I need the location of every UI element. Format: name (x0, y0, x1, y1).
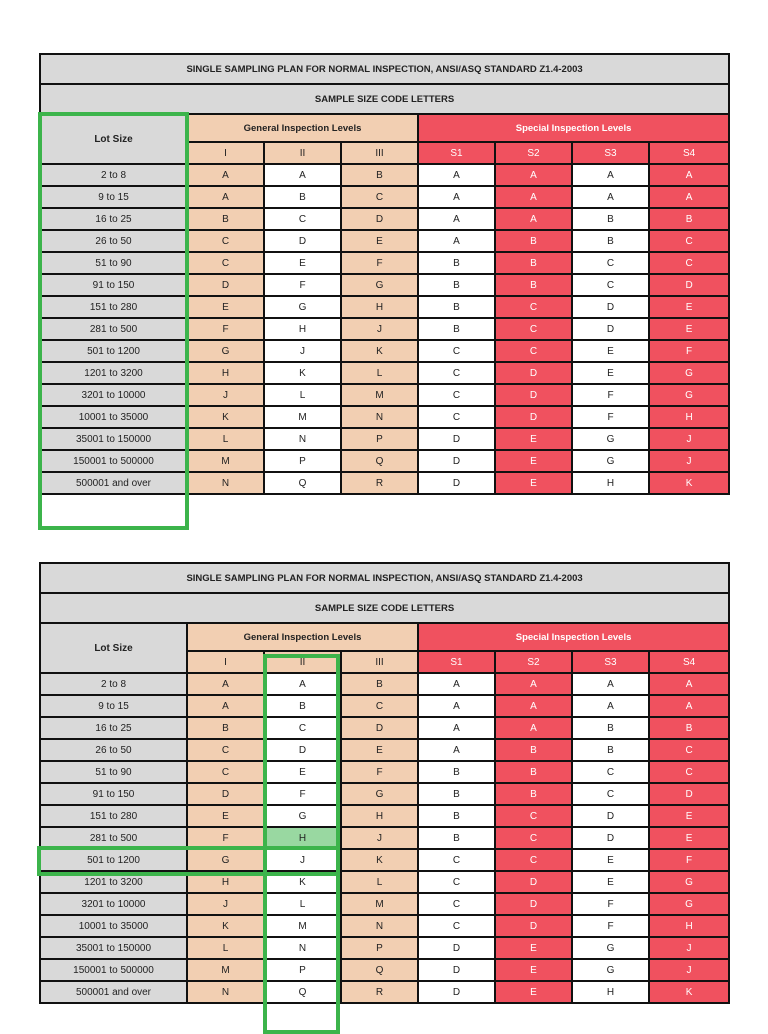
table-row (40, 915, 729, 937)
code-letter-cell: K (649, 472, 729, 494)
code-letter-cell: F (264, 783, 341, 805)
code-letter-cell: E (649, 805, 729, 827)
code-letter-cell: N (341, 406, 418, 428)
code-letter-cell: G (572, 937, 649, 959)
table-row (40, 805, 729, 827)
table-row (40, 871, 729, 893)
code-letter-cell: G (649, 871, 729, 893)
code-letter-cell: B (495, 252, 572, 274)
code-letter-cell: R (341, 981, 418, 1003)
code-letter-cell: M (341, 384, 418, 406)
table-row (40, 981, 729, 1003)
code-letter-cell: L (264, 384, 341, 406)
code-letter-cell: C (572, 761, 649, 783)
code-letter-cell: K (264, 871, 341, 893)
lot-size-cell: 91 to 150 (40, 274, 187, 296)
lot-size-cell: 26 to 50 (40, 739, 187, 761)
table-row (40, 340, 729, 362)
code-letter-cell: F (187, 318, 264, 340)
code-letter-cell: H (341, 805, 418, 827)
code-letter-cell: K (341, 849, 418, 871)
code-letter-cell: P (264, 450, 341, 472)
level-header: S3 (572, 651, 649, 673)
code-letter-cell: B (495, 739, 572, 761)
code-letter-cell: E (649, 827, 729, 849)
code-letter-cell: J (264, 849, 341, 871)
code-letter-cell: E (495, 428, 572, 450)
code-letter-cell: E (341, 230, 418, 252)
lot-size-cell: 10001 to 35000 (40, 915, 187, 937)
code-letter-cell: J (341, 827, 418, 849)
code-letter-cell: G (264, 805, 341, 827)
code-letter-cell: A (418, 717, 495, 739)
code-letter-cell: B (418, 827, 495, 849)
code-letter-cell: F (649, 340, 729, 362)
code-letter-cell: B (341, 164, 418, 186)
lot-size-header: Lot Size (40, 623, 187, 673)
code-letter-cell: G (572, 450, 649, 472)
code-letter-cell: G (341, 783, 418, 805)
code-letter-cell: A (187, 673, 264, 695)
code-letter-cell: E (572, 362, 649, 384)
code-letter-cell: B (418, 783, 495, 805)
code-letter-cell: D (418, 981, 495, 1003)
code-letter-cell: D (418, 450, 495, 472)
code-letter-cell: B (418, 296, 495, 318)
code-letter-cell: G (572, 428, 649, 450)
table-row (40, 673, 729, 695)
code-letter-cell: E (341, 739, 418, 761)
code-letter-cell: B (495, 783, 572, 805)
lot-size-cell: 151 to 280 (40, 805, 187, 827)
code-letter-cell: C (495, 340, 572, 362)
code-letter-cell: H (264, 827, 341, 849)
lot-size-cell: 51 to 90 (40, 761, 187, 783)
code-letter-cell: K (649, 981, 729, 1003)
code-letter-cell: G (341, 274, 418, 296)
code-letter-cell: B (187, 717, 264, 739)
code-letter-cell: B (418, 805, 495, 827)
code-letter-cell: B (649, 208, 729, 230)
code-letter-cell: C (649, 252, 729, 274)
table-row (40, 959, 729, 981)
code-letter-cell: F (572, 384, 649, 406)
code-letter-cell: A (572, 164, 649, 186)
code-letter-cell: A (418, 695, 495, 717)
code-letter-cell: B (572, 230, 649, 252)
code-letter-cell: A (418, 673, 495, 695)
table-row (40, 695, 729, 717)
code-letter-cell: E (649, 318, 729, 340)
code-letter-cell: A (418, 230, 495, 252)
code-letter-cell: M (341, 893, 418, 915)
code-letter-cell: A (495, 695, 572, 717)
code-letter-cell: D (495, 915, 572, 937)
code-letter-cell: E (495, 959, 572, 981)
code-letter-cell: P (341, 428, 418, 450)
code-letter-cell: G (649, 384, 729, 406)
code-letter-cell: A (418, 186, 495, 208)
code-letter-cell: D (418, 937, 495, 959)
general-levels-header: General Inspection Levels (187, 114, 418, 142)
code-letter-cell: A (187, 164, 264, 186)
sample-size-code-table (39, 562, 730, 1004)
code-letter-cell: D (264, 739, 341, 761)
code-letter-cell: M (264, 406, 341, 428)
lot-size-cell: 501 to 1200 (40, 849, 187, 871)
code-letter-cell: C (649, 739, 729, 761)
code-letter-cell: H (264, 318, 341, 340)
code-letter-cell: C (187, 252, 264, 274)
code-letter-cell: J (187, 893, 264, 915)
lot-size-cell: 35001 to 150000 (40, 428, 187, 450)
lot-size-cell: 150001 to 500000 (40, 959, 187, 981)
lot-size-header: Lot Size (40, 114, 187, 164)
code-letter-cell: E (495, 450, 572, 472)
lot-size-cell: 151 to 280 (40, 296, 187, 318)
code-letter-cell: D (572, 296, 649, 318)
code-letter-cell: N (187, 472, 264, 494)
code-letter-cell: C (264, 208, 341, 230)
code-letter-cell: B (264, 186, 341, 208)
lot-size-cell: 3201 to 10000 (40, 893, 187, 915)
code-letter-cell: C (187, 761, 264, 783)
table-row (40, 186, 729, 208)
code-letter-cell: K (187, 406, 264, 428)
code-letter-cell: D (649, 274, 729, 296)
code-letter-cell: Q (264, 472, 341, 494)
table-row (40, 893, 729, 915)
code-letter-cell: G (649, 362, 729, 384)
code-letter-cell: C (495, 849, 572, 871)
level-header: II (264, 142, 341, 164)
code-letter-cell: G (572, 959, 649, 981)
lot-size-cell: 2 to 8 (40, 164, 187, 186)
code-letter-cell: F (572, 893, 649, 915)
code-letter-cell: B (649, 717, 729, 739)
code-letter-cell: C (649, 230, 729, 252)
code-letter-cell: C (572, 274, 649, 296)
code-letter-cell: C (418, 362, 495, 384)
code-letter-cell: D (495, 893, 572, 915)
table-row (40, 783, 729, 805)
code-letter-cell: F (341, 761, 418, 783)
code-letter-cell: L (187, 937, 264, 959)
code-letter-cell: J (649, 937, 729, 959)
code-letter-cell: H (572, 981, 649, 1003)
code-letter-cell: H (572, 472, 649, 494)
code-letter-cell: B (495, 274, 572, 296)
code-letter-cell: A (495, 717, 572, 739)
code-letter-cell: J (649, 959, 729, 981)
code-letter-cell: N (187, 981, 264, 1003)
table-subtitle: SAMPLE SIZE CODE LETTERS (40, 84, 729, 114)
level-header: S1 (418, 651, 495, 673)
code-letter-cell: C (418, 849, 495, 871)
code-letter-cell: D (495, 384, 572, 406)
code-letter-cell: L (341, 362, 418, 384)
code-letter-cell: P (264, 959, 341, 981)
code-letter-cell: D (264, 230, 341, 252)
level-header: S1 (418, 142, 495, 164)
table-subtitle: SAMPLE SIZE CODE LETTERS (40, 593, 729, 623)
code-letter-cell: K (341, 340, 418, 362)
code-letter-cell: A (495, 208, 572, 230)
table-row (40, 406, 729, 428)
code-letter-cell: A (418, 208, 495, 230)
level-header: III (341, 142, 418, 164)
code-letter-cell: B (341, 673, 418, 695)
code-letter-cell: C (649, 761, 729, 783)
level-header: III (341, 651, 418, 673)
code-letter-cell: C (341, 695, 418, 717)
code-letter-cell: C (495, 296, 572, 318)
lot-size-cell: 500001 and over (40, 981, 187, 1003)
code-letter-cell: D (495, 871, 572, 893)
table-row (40, 384, 729, 406)
code-letter-cell: J (649, 450, 729, 472)
table-row (40, 296, 729, 318)
code-letter-cell: G (187, 340, 264, 362)
code-letter-cell: H (649, 406, 729, 428)
code-letter-cell: D (341, 717, 418, 739)
code-letter-cell: M (264, 915, 341, 937)
code-letter-cell: C (264, 717, 341, 739)
code-letter-cell: C (495, 318, 572, 340)
lot-size-cell: 501 to 1200 (40, 340, 187, 362)
code-letter-cell: B (418, 252, 495, 274)
code-letter-cell: K (264, 362, 341, 384)
code-letter-cell: N (341, 915, 418, 937)
lot-size-cell: 9 to 15 (40, 695, 187, 717)
level-header: I (187, 142, 264, 164)
table-title: SINGLE SAMPLING PLAN FOR NORMAL INSPECTION, ANSI/ASQ STANDARD Z1.4-2003 (40, 54, 729, 84)
code-letter-cell: B (264, 695, 341, 717)
general-levels-header: General Inspection Levels (187, 623, 418, 651)
table-row (40, 318, 729, 340)
lot-size-cell: 500001 and over (40, 472, 187, 494)
code-letter-cell: C (418, 384, 495, 406)
code-letter-cell: G (649, 893, 729, 915)
code-letter-cell: H (649, 915, 729, 937)
code-letter-cell: E (187, 805, 264, 827)
code-letter-cell: P (341, 937, 418, 959)
code-letter-cell: N (264, 428, 341, 450)
code-letter-cell: J (649, 428, 729, 450)
code-letter-cell: C (572, 783, 649, 805)
code-letter-cell: D (418, 428, 495, 450)
lot-size-cell: 26 to 50 (40, 230, 187, 252)
table-row (40, 849, 729, 871)
code-letter-cell: E (649, 296, 729, 318)
special-levels-header: Special Inspection Levels (418, 114, 729, 142)
code-letter-cell: D (649, 783, 729, 805)
level-header: S2 (495, 651, 572, 673)
code-letter-cell: E (264, 761, 341, 783)
table-row (40, 761, 729, 783)
sampling-table-1 (39, 53, 728, 495)
level-header: II (264, 651, 341, 673)
code-letter-cell: E (572, 340, 649, 362)
code-letter-cell: A (572, 186, 649, 208)
code-letter-cell: E (264, 252, 341, 274)
code-letter-cell: D (341, 208, 418, 230)
code-letter-cell: H (187, 362, 264, 384)
code-letter-cell: E (572, 849, 649, 871)
code-letter-cell: G (264, 296, 341, 318)
table-row (40, 362, 729, 384)
code-letter-cell: A (649, 164, 729, 186)
code-letter-cell: B (418, 274, 495, 296)
code-letter-cell: J (264, 340, 341, 362)
table-row (40, 827, 729, 849)
code-letter-cell: C (418, 915, 495, 937)
lot-size-cell: 16 to 25 (40, 208, 187, 230)
code-letter-cell: D (495, 362, 572, 384)
lot-size-cell: 9 to 15 (40, 186, 187, 208)
code-letter-cell: C (418, 406, 495, 428)
code-letter-cell: D (418, 472, 495, 494)
code-letter-cell: A (418, 739, 495, 761)
code-letter-cell: E (572, 871, 649, 893)
code-letter-cell: C (495, 805, 572, 827)
code-letter-cell: N (264, 937, 341, 959)
table-title: SINGLE SAMPLING PLAN FOR NORMAL INSPECTION, ANSI/ASQ STANDARD Z1.4-2003 (40, 563, 729, 593)
code-letter-cell: L (341, 871, 418, 893)
code-letter-cell: E (495, 981, 572, 1003)
lot-size-cell: 10001 to 35000 (40, 406, 187, 428)
code-letter-cell: M (187, 959, 264, 981)
code-letter-cell: B (572, 208, 649, 230)
code-letter-cell: A (264, 673, 341, 695)
lot-size-cell: 16 to 25 (40, 717, 187, 739)
code-letter-cell: Q (264, 981, 341, 1003)
code-letter-cell: R (341, 472, 418, 494)
code-letter-cell: B (572, 739, 649, 761)
code-letter-cell: H (341, 296, 418, 318)
code-letter-cell: A (187, 186, 264, 208)
lot-size-cell: 2 to 8 (40, 673, 187, 695)
sample-size-code-table (39, 53, 730, 495)
code-letter-cell: C (572, 252, 649, 274)
code-letter-cell: H (187, 871, 264, 893)
code-letter-cell: C (418, 871, 495, 893)
code-letter-cell: C (418, 340, 495, 362)
code-letter-cell: B (572, 717, 649, 739)
code-letter-cell: A (264, 164, 341, 186)
lot-size-cell: 281 to 500 (40, 318, 187, 340)
code-letter-cell: F (341, 252, 418, 274)
table-row (40, 252, 729, 274)
code-letter-cell: D (572, 827, 649, 849)
code-letter-cell: F (649, 849, 729, 871)
code-letter-cell: F (264, 274, 341, 296)
code-letter-cell: A (187, 695, 264, 717)
code-letter-cell: D (572, 318, 649, 340)
level-header: S2 (495, 142, 572, 164)
table-row (40, 472, 729, 494)
code-letter-cell: F (572, 915, 649, 937)
code-letter-cell: L (264, 893, 341, 915)
code-letter-cell: Q (341, 959, 418, 981)
code-letter-cell: A (649, 673, 729, 695)
code-letter-cell: D (187, 274, 264, 296)
lot-size-cell: 1201 to 3200 (40, 362, 187, 384)
code-letter-cell: D (572, 805, 649, 827)
code-letter-cell: G (187, 849, 264, 871)
code-letter-cell: B (418, 318, 495, 340)
code-letter-cell: D (495, 406, 572, 428)
code-letter-cell: A (495, 673, 572, 695)
lot-size-cell: 3201 to 10000 (40, 384, 187, 406)
level-header: I (187, 651, 264, 673)
level-header: S4 (649, 142, 729, 164)
code-letter-cell: D (418, 959, 495, 981)
code-letter-cell: E (495, 937, 572, 959)
lot-size-cell: 1201 to 3200 (40, 871, 187, 893)
level-header: S3 (572, 142, 649, 164)
code-letter-cell: F (572, 406, 649, 428)
lot-size-cell: 51 to 90 (40, 252, 187, 274)
code-letter-cell: A (649, 695, 729, 717)
code-letter-cell: M (187, 450, 264, 472)
code-letter-cell: B (495, 761, 572, 783)
lot-size-cell: 91 to 150 (40, 783, 187, 805)
table-row (40, 428, 729, 450)
code-letter-cell: J (187, 384, 264, 406)
code-letter-cell: C (187, 739, 264, 761)
level-header: S4 (649, 651, 729, 673)
table-row (40, 208, 729, 230)
code-letter-cell: Q (341, 450, 418, 472)
code-letter-cell: A (649, 186, 729, 208)
code-letter-cell: E (187, 296, 264, 318)
sampling-table-2 (39, 562, 728, 1004)
code-letter-cell: C (495, 827, 572, 849)
table-row (40, 274, 729, 296)
code-letter-cell: C (418, 893, 495, 915)
code-letter-cell: B (495, 230, 572, 252)
code-letter-cell: A (572, 695, 649, 717)
lot-size-cell: 150001 to 500000 (40, 450, 187, 472)
code-letter-cell: B (187, 208, 264, 230)
code-letter-cell: J (341, 318, 418, 340)
code-letter-cell: A (495, 164, 572, 186)
code-letter-cell: A (418, 164, 495, 186)
lot-size-cell: 35001 to 150000 (40, 937, 187, 959)
code-letter-cell: C (341, 186, 418, 208)
table-row (40, 937, 729, 959)
table-row (40, 230, 729, 252)
special-levels-header: Special Inspection Levels (418, 623, 729, 651)
table-row (40, 717, 729, 739)
table-row (40, 739, 729, 761)
code-letter-cell: E (495, 472, 572, 494)
table-row (40, 450, 729, 472)
code-letter-cell: F (187, 827, 264, 849)
code-letter-cell: B (418, 761, 495, 783)
code-letter-cell: D (187, 783, 264, 805)
lot-size-cell: 281 to 500 (40, 827, 187, 849)
table-row (40, 164, 729, 186)
code-letter-cell: L (187, 428, 264, 450)
code-letter-cell: C (187, 230, 264, 252)
code-letter-cell: A (572, 673, 649, 695)
code-letter-cell: K (187, 915, 264, 937)
code-letter-cell: A (495, 186, 572, 208)
